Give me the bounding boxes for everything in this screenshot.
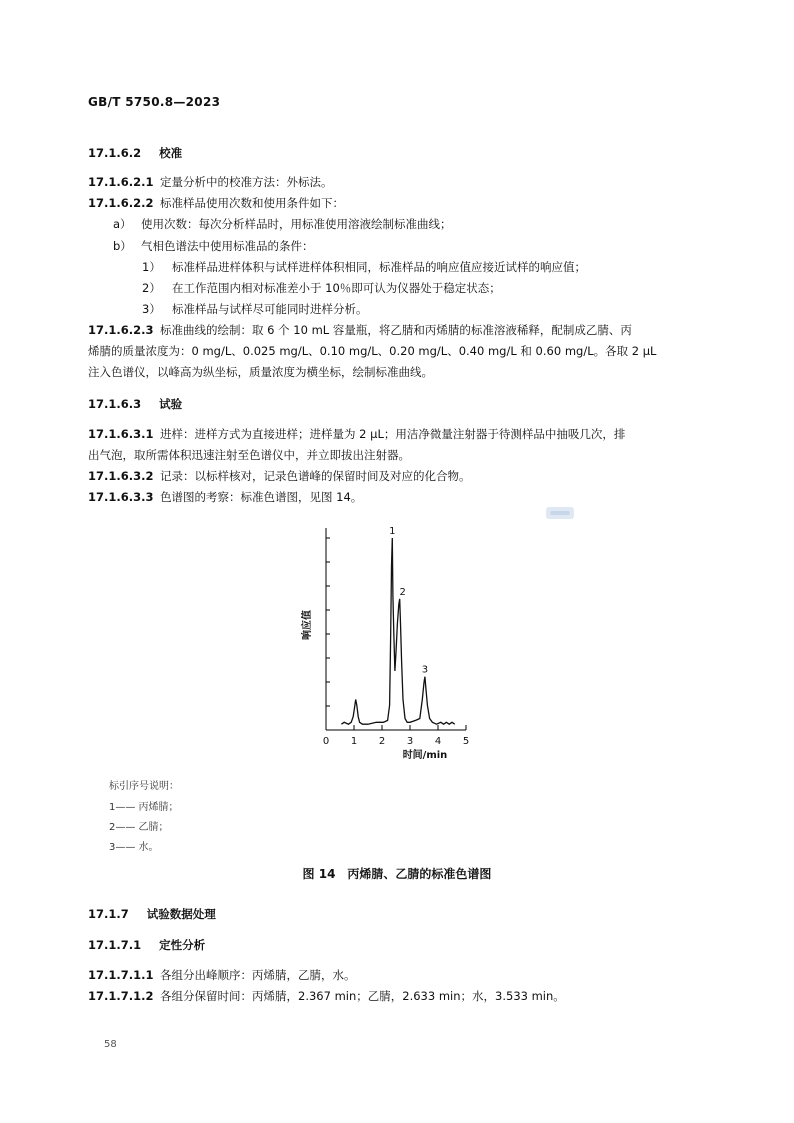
list-item — [142, 301, 368, 317]
clause-number: 17.1.6.3.2 — [88, 469, 154, 483]
x-tick-labels — [323, 736, 469, 747]
list-text: 标准样品与试样尽可能同时进样分析。 — [172, 302, 368, 316]
list-item — [142, 259, 586, 275]
section-heading — [88, 906, 216, 922]
legend-item: 3—— 水。 — [109, 842, 159, 853]
peak-label: 1 — [389, 526, 396, 537]
watermark-logo — [545, 505, 575, 521]
x-tick-label: 1 — [350, 736, 358, 747]
section-heading — [88, 145, 182, 161]
y-axis-label: 响应值 — [302, 610, 313, 640]
clause-number: 17.1.6.3.3 — [88, 490, 154, 504]
clause-text: 色谱图的考察：标准色谱图，见图 14。 — [160, 490, 363, 504]
section-title: 定性分析 — [159, 938, 206, 952]
paragraph-line: 烯腈的质量浓度为：0 mg/L、0.025 mg/L、0.10 mg/L、0.20 mg/L、0.40 mg/L 和 0.60 mg/L。各取 2 μL — [88, 344, 657, 358]
clause-text: 各组分保留时间：丙烯腈，2.367 min；乙腈，2.633 min；水，3.533 min。 — [160, 989, 565, 1003]
x-tick-label: 2 — [378, 736, 386, 747]
list-item — [113, 238, 314, 254]
peak-label: 2 — [399, 586, 406, 598]
list-marker: 1） — [142, 260, 161, 274]
list-marker: 2） — [142, 281, 161, 295]
clause-number: 17.1.6.2.3 — [88, 323, 154, 337]
paragraph — [88, 426, 625, 442]
figure-caption: 图 14 丙烯腈、乙腈的标准色谱图 — [302, 867, 492, 881]
list-text: 使用次数：每次分析样品时，用标准使用溶液绘制标准曲线； — [141, 217, 452, 231]
paragraph — [88, 174, 333, 190]
list-text: 在工作范围内相对标准差小于 10％即可认为仪器处于稳定状态； — [172, 281, 501, 295]
paragraph-line: 注入色谱仪，以峰高为纵坐标，质量浓度为横坐标，绘制标准曲线。 — [88, 365, 433, 379]
paragraph — [88, 195, 344, 211]
paragraph — [88, 988, 565, 1004]
standard-number: GB/T 5750.8—2023 — [88, 95, 221, 109]
x-tick-label: 3 — [406, 736, 414, 747]
x-tick-label: 5 — [462, 736, 470, 747]
section-heading — [88, 396, 182, 412]
clause-number: 17.1.6.2.2 — [88, 196, 154, 210]
legend-item: 2—— 乙腈； — [109, 822, 169, 833]
x-tick-label: 4 — [434, 736, 442, 747]
paragraph — [88, 468, 471, 484]
x-tick-label: 0 — [322, 736, 330, 747]
x-axis-ticks — [326, 725, 466, 730]
list-item — [142, 280, 501, 296]
list-marker: b） — [113, 239, 132, 253]
list-item — [113, 216, 452, 232]
clause-text: 标准曲线的绘制：取 6 个 10 mL 容量瓶，将乙腈和丙烯腈的标准溶液稀释，配制成乙腈、丙 — [160, 323, 632, 337]
section-title: 校准 — [159, 146, 183, 160]
list-text: 标准样品进样体积与试样进样体积相同，标准样品的响应值应接近试样的响应值； — [172, 260, 586, 274]
section-number: 17.1.7 — [88, 907, 129, 921]
section-title: 试验数据处理 — [146, 907, 216, 921]
page-number: 58 — [104, 1039, 117, 1050]
chromatogram-chart — [280, 520, 500, 770]
clause-text: 各组分出峰顺序：丙烯腈，乙腈，水。 — [160, 968, 356, 982]
peak-label: 3 — [421, 664, 429, 676]
legend-item: 1—— 丙烯腈； — [109, 802, 179, 813]
clause-text: 进样：进样方式为直接进样；进样量为 2 μL；用洁净微量注射器于待测样品中抽吸几次，排 — [160, 427, 626, 441]
clause-number: 17.1.7.1.2 — [88, 989, 154, 1003]
clause-text: 定量分析中的校准方法：外标法。 — [160, 175, 333, 189]
clause-text: 标准样品使用次数和使用条件如下： — [160, 196, 344, 210]
list-marker: 3） — [142, 302, 161, 316]
legend-title: 标引序号说明： — [109, 781, 179, 792]
section-number: 17.1.6.2 — [88, 146, 142, 160]
section-title: 试验 — [159, 397, 183, 411]
clause-number: 17.1.7.1.1 — [88, 968, 154, 982]
paragraph-line: 出气泡，取所需体积迅速注射至色谱仪中，并立即拔出注射器。 — [88, 448, 410, 462]
y-axis-ticks — [326, 538, 330, 706]
section-number: 17.1.6.3 — [88, 397, 142, 411]
paragraph — [88, 322, 632, 338]
section-number: 17.1.7.1 — [88, 938, 142, 952]
list-marker: a） — [113, 217, 132, 231]
section-heading — [88, 937, 205, 953]
x-axis-label: 时间/min — [402, 750, 448, 761]
paragraph — [88, 967, 356, 983]
paragraph — [88, 489, 362, 505]
clause-number: 17.1.6.2.1 — [88, 175, 154, 189]
list-text: 气相色谱法中使用标准品的条件： — [141, 239, 314, 253]
clause-text: 记录：以标样核对，记录色谱峰的保留时间及对应的化合物。 — [160, 469, 471, 483]
clause-number: 17.1.6.3.1 — [88, 427, 154, 441]
chromatogram-trace — [341, 538, 454, 724]
